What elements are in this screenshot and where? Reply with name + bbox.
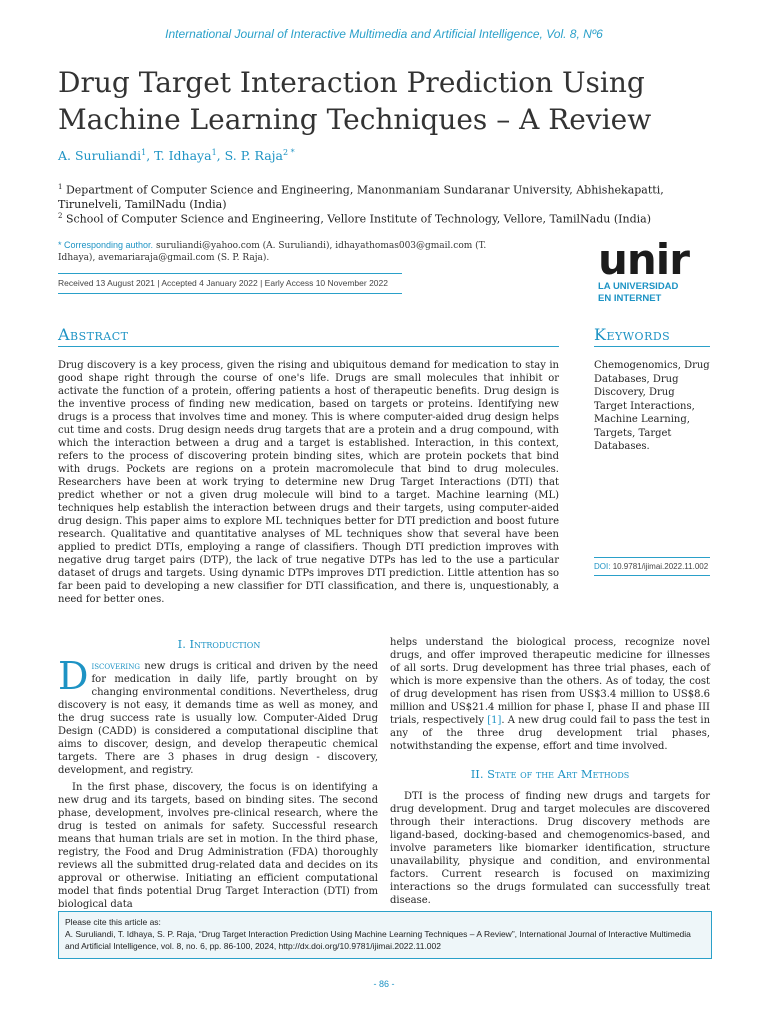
keywords-body: Chemogenomics, Drug Databases, Drug Discovery, Drug Target Interactions, Machine Learning, Targets, Target Databases. [594, 360, 710, 452]
affiliation-sup: 2 [58, 212, 63, 220]
section-2-body [390, 790, 710, 907]
section-1-column-2 [390, 636, 710, 753]
affiliation-2 [58, 209, 698, 227]
journal-header: International Journal of Interactive Multimedia and Artificial Intelligence, Vol. 8, Nº6 [165, 27, 603, 41]
corresponding-label: * Corresponding author. [58, 240, 154, 250]
citation-label: Please cite this article as: [65, 917, 161, 927]
section-1-column-1 [58, 654, 378, 911]
author-affil-sup: 2 * [283, 148, 295, 157]
section-2-heading: II. State of the Art Methods [470, 767, 630, 781]
abstract-body: Drug discovery is a key process, given the rising and ubiquitous demand for medication to stay in good shape right through the course of one's life. Drugs are small molecules that inhibit or activate the function of a protein, offering patients a host of therapeutic benefits. Drug design is the inventive process of finding new medication, based on targets or proteins. Identifying new drugs is a process that involves time and money. This is where computer-aided drug design helps cut time and costs. Drug design needs drug targets that are a protein and a drug compound, with which the interaction between a drug and a target is established. Interaction, in this context, refers to the process of discovering protein binding sites, which are protein pockets that bind with drugs. Pockets are regions on a protein macromolecule that bind to drug molecules. Researchers have been at work trying to determine new Drug Target Interactions (DTI) that predict whether or not a given drug molecule will bind to a target. Machine learning (ML) techniques help establish the interaction between drugs and their targets, using computer-aided drug design. This paper aims to explore ML techniques better for DTI prediction and boost future research. Qualitative and quantitative analyses of ML techniques show that several have been applied to predict DTIs, employing a range of classifiers. Though DTI prediction improves with negative drug target pairs (DTP), the lack of true negative DTPs has led to the use a particular dataset of drugs and targets. Using dynamic DTPs improves DTI prediction. Little attention has so far been paid to developing a new classifier for DTI classification, and there is, unquestionably, a need for better ones. [58, 360, 559, 605]
publication-dates: Received 13 August 2021 | Accepted 4 January 2022 | Early Access 10 November 2022 [58, 273, 402, 294]
author-name[interactable]: S. P. Raja [224, 148, 283, 164]
intro-p3-text: helps understand the biological process, recognize novel drugs, and offer improved therapeutic medicine for illnesses of all sorts. Drug development has three trial phases, each of which is more expensive than the others. As of today, the cost of drug development has risen from US$3.4 million to US$8.6 million and US$21.4 million for phase I, phase II and phase III trials, respectively [390, 637, 710, 726]
affiliation-text: School of Computer Science and Engineering, Vellore Institute of Technology, Vellore, TamilNadu (India) [65, 212, 651, 226]
page-number: - 86 - [373, 979, 395, 989]
affiliation-1 [58, 180, 698, 212]
drop-cap: D [58, 654, 89, 698]
corresponding-author [58, 239, 518, 264]
author-name[interactable]: T. Idhaya [154, 148, 212, 164]
keywords-heading: Keywords [594, 325, 710, 347]
reference-link[interactable]: [1] [487, 715, 502, 726]
lead-word: iscovering [91, 661, 140, 672]
intro-paragraph-3 [390, 636, 710, 753]
abstract-heading: Abstract [58, 325, 559, 347]
author-affil-sup: 1 [141, 148, 147, 157]
intro-p1-text: new drugs is critical and driven by the need for medication in daily life, partly brought on by changing environmental conditions. Nevertheless, drug discovery is not easy, it demands time as well as money, and the drug success rate is usually low. Computer-Aided Drug Design (CADD) is considered a computational discipline that aims to discover, design, and develop therapeutic chemical targets. There are 3 phases in drug design - discovery, development, and registry. [58, 661, 378, 776]
intro-paragraph-1 [58, 654, 378, 777]
author-name[interactable]: A. Suruliandi [58, 148, 142, 164]
author-affil-sup: 1 [211, 148, 217, 157]
doi-label: DOI: [594, 562, 611, 571]
logo-tagline-2: EN INTERNET [598, 293, 662, 304]
doi-link[interactable]: 10.9781/ijimai.2022.11.002 [612, 562, 709, 571]
logo-wordmark: unir [598, 235, 689, 284]
intro-paragraph-2: In the first phase, discovery, the focus is on identifying a new drug and its targets, based on binding sites. The second phase, development, involves pre-clinical research, where the drug is tested on animals for safety. Successful research means that human trials are set in motion. In the third phase, registry, the Food and Drug Administration (FDA) thoroughly reviews all the submitted drug-related data and decides on its approval or otherwise. Initiating an efficient computational model that finds potential Drug Target Interaction (DTI) from biological data [58, 782, 378, 910]
affiliation-text: Department of Computer Science and Engineering, Manonmaniam Sundaranar University, Abhishekapatti, Tirunelveli, TamilNadu (India) [58, 183, 664, 211]
unir-logo [598, 235, 718, 304]
author-list [58, 148, 295, 163]
section-1-heading: I. Introduction [177, 637, 261, 651]
citation-box [58, 911, 712, 959]
logo-tagline-1: LA UNIVERSIDAD [598, 281, 679, 292]
sota-paragraph-1: DTI is the process of finding new drugs and targets for drug development. Drug and target molecules are discovered through their interactions. Drug discovery methods are ligand-based, docking-based and chemogenomics-based, and involve parameters like biomarker identification, structure unavailability, physique and condition, and environmental factors. Current research is focused on maximizing interactions so the drugs formulated can successfully treat disease. [390, 791, 710, 906]
affiliation-sup: 1 [58, 183, 63, 191]
intro-p3-text-end: . A new drug could fail to pass the test in any of the three drug development trial phases, notwithstanding the expense, effort and time involved. [390, 715, 711, 752]
doi [594, 557, 710, 576]
paper-title: Drug Target Interaction Prediction Using Machine Learning Techniques – A Review [58, 66, 652, 136]
corresponding-emails[interactable]: suruliandi@yahoo.com (A. Suruliandi), idhayathomas003@gmail.com (T. Idhaya), avemariaraja@gmail.com (S. P. Raja). [58, 241, 487, 263]
citation-text[interactable]: A. Suruliandi, T. Idhaya, S. P. Raja, “Drug Target Interaction Prediction Using Machine Learning Techniques – A Review”, International Journal of Interactive Multimedia and Artificial Intelligence, vol. 8, no. 6, pp. 86-100, 2024, http://dx.doi.org/10.9781/ijimai.2022.11.002 [65, 929, 691, 951]
author-separator: , [216, 148, 225, 164]
author-separator: , [146, 148, 155, 164]
